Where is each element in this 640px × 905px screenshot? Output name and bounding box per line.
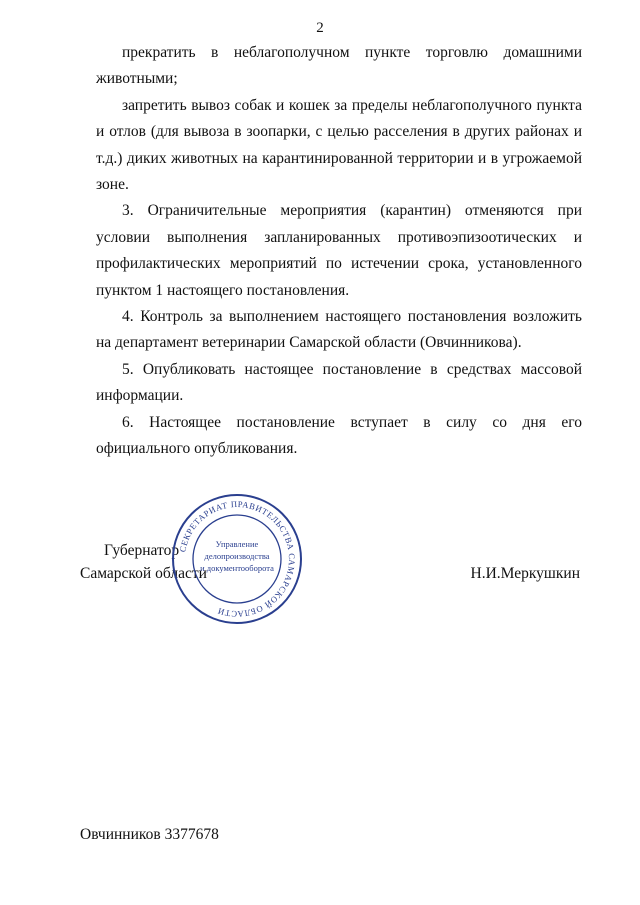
official-stamp	[170, 492, 304, 626]
signer-name: Н.И.Меркушкин	[470, 565, 580, 582]
paragraph-4: 4. Контроль за выполнением настоящего постановления возложить на департамент ветеринарии Самарской области (Овчинникова).	[96, 308, 582, 352]
contact-line: Овчинников 3377678	[80, 826, 219, 843]
stamp-line3: и документооборота	[200, 563, 274, 573]
paragraph-2: запретить вывоз собак и кошек за пределы неблагополучного пункта и отлов (для вывоза в зоопарки, с целью расселения в других районах и т.д.) диких животных на карантинированной территории и в угрожаемой зоне.	[96, 96, 582, 194]
paragraph-3: 3. Ограничительные мероприятия (карантин) отменяются при условии выполнения запланированных противоэпизоотических и профилактических мероприятий по истечении срока, установленного пунктом 1 настоящего постановления.	[96, 202, 582, 299]
paragraph-1: прекратить в неблагополучном пункте торговлю домашними животными;	[96, 44, 582, 88]
stamp-line1: Управление	[215, 539, 259, 549]
signer-title-line2: Самарской области	[80, 565, 207, 582]
page-number: 2	[316, 20, 324, 36]
paragraph-6: 6. Настоящее постановление вступает в силу со дня его официального опубликования.	[96, 413, 582, 458]
stamp-line2: делопроизводства	[204, 551, 270, 561]
paragraph-5: 5. Опубликовать настоящее постановление в средствах массовой информации.	[96, 360, 582, 405]
stamp-ring-text: СЕКРЕТАРИАТ ПРАВИТЕЛЬСТВА САМАРСКОЙ ОБЛАСТИ	[177, 498, 298, 620]
signer-title-line1: Губернатор	[104, 542, 180, 559]
